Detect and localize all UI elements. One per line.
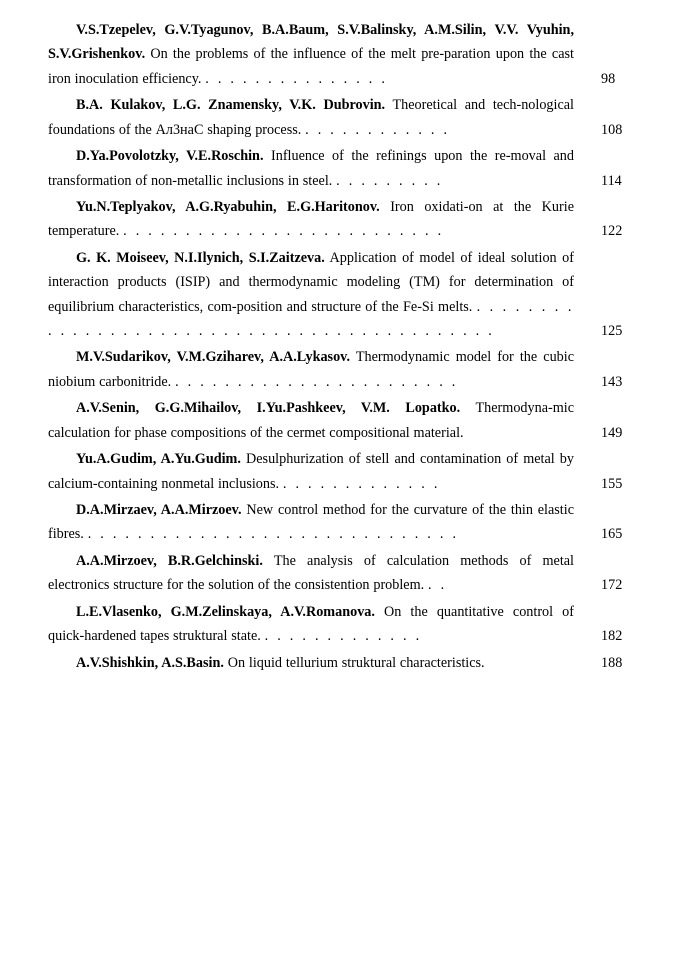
toc-entry[interactable] [0, 651, 679, 675]
toc-entry-text [48, 345, 574, 394]
toc-entry-leader-dots: . . . . . . . . . . . . . [282, 475, 440, 492]
toc-entry-page-number: 188 [601, 654, 623, 671]
toc-entry-page-number: 182 [601, 628, 623, 645]
toc-entry-leader-dots: . . . . . . . . . . . . . [264, 628, 422, 645]
toc-entry[interactable] [0, 195, 679, 244]
toc-entry-text [48, 195, 574, 244]
toc-entry-page-number: 108 [601, 121, 623, 138]
toc-entry[interactable] [0, 396, 679, 445]
toc-entry-leader-dots: . . . . . . . . . [336, 172, 443, 189]
toc-entry-authors: Yu.N.Teplyakov, A.G.Ryabuhin, E.G.Haritonov. [76, 198, 380, 215]
toc-entry-title: New control method for the curvature of the thin elastic fibres. [48, 502, 574, 543]
toc-entry-text [48, 18, 574, 91]
toc-entry[interactable] [0, 447, 679, 496]
toc-entry-title: On liquid tellurium struktural characteristics. [227, 654, 485, 671]
toc-entry-leader-dots: . . . . . . . . . . . . . . . . . . . . . . . [175, 373, 458, 390]
toc-entry-authors: A.A.Mirzoev, B.R.Gelchinski. [76, 552, 263, 569]
toc-entry-authors: V.S.Tzepelev, G.V.Tyagunov, B.A.Baum, S.V.Balinsky, A.M.Silin, V.V. Vyuhin, S.V.Grishenkov. [48, 22, 574, 63]
toc-entry-authors: M.V.Sudarikov, V.M.Gziharev, A.A.Lykasov. [76, 349, 351, 366]
toc-entry-authors: G. K. Moiseev, N.I.Ilynich, S.I.Zaitzeva. [76, 249, 325, 266]
toc-entry-text [48, 246, 574, 344]
toc-entry-title: Application of model of ideal solution of interaction products (ISIP) and thermodynamic modeling (TM) for determination of equilibrium characteristics, com-position and structure of the Fe-Si melts. [48, 249, 574, 315]
toc-entry-authors: Yu.A.Gudim, A.Yu.Gudim. [76, 451, 241, 468]
toc-entry-authors: L.E.Vlasenko, G.M.Zelinskaya, A.V.Romanova. [76, 603, 375, 620]
toc-entry-leader-dots: . . . . . . . . . . . . [305, 121, 450, 138]
toc-entry-authors: D.Ya.Povolotzky, V.E.Roschin. [76, 148, 264, 165]
toc-entry-authors: D.A.Mirzaev, A.A.Mirzoev. [76, 502, 242, 519]
toc-entry-title: Iron oxidati-on at the Kurie temperature. [48, 198, 574, 240]
toc-entry-page-number: 114 [601, 172, 622, 189]
toc-entry-text [48, 549, 574, 598]
toc-entry-authors: B.A. Kulakov, L.G. Znamensky, V.K. Dubrovin. [76, 97, 386, 114]
toc-entry-page-number: 98 [601, 70, 616, 87]
toc-entry[interactable] [0, 600, 679, 649]
toc-entry[interactable] [0, 18, 679, 91]
toc-entry-page-number: 165 [601, 526, 623, 543]
toc-entry-title: Thermodyna-mic calculation for phase compositions of the cermet compositional material. [48, 400, 574, 441]
toc-entry-title: The analysis of calculation methods of metal electronics structure for the solution of the consistention problem. [48, 552, 574, 594]
toc-entry-title: Thermodynamic model for the cubic niobium carbonitride. [48, 349, 574, 390]
toc-entry[interactable] [0, 549, 679, 598]
toc-entry-text [48, 600, 574, 649]
toc-entry[interactable] [0, 345, 679, 394]
toc-entry-text [48, 93, 574, 142]
toc-entry-title: On the problems of the influence of the melt pre-paration upon the cast iron inoculation efficiency. [48, 46, 574, 87]
toc-entry-page-number: 122 [601, 223, 623, 240]
toc-entry-leader-dots: . . . . . . . . . . . . . . . . . . . . . . . . . . [123, 223, 444, 240]
toc-entry-authors: A.V.Senin, G.G.Mihailov, I.Yu.Pashkeev, V.M. Lopatko. [76, 400, 461, 417]
toc-entry-text [48, 396, 574, 445]
toc-entry-page-number: 143 [601, 373, 623, 390]
toc-entry[interactable] [0, 246, 679, 344]
toc-entry-title: Influence of the refinings upon the re-moval and transformation of non-metallic inclusions in steel. [48, 148, 574, 189]
toc-entry-leader-dots: . . [428, 577, 447, 594]
toc-entry[interactable] [0, 498, 679, 547]
toc-entry-page-number: 172 [601, 577, 623, 594]
toc-entry-text [48, 144, 574, 193]
toc-entry-text [48, 498, 574, 547]
toc-entry-leader-dots: . . . . . . . . . . . . . . . . . . . . . . . . . . . . . . [87, 526, 459, 543]
toc-entry[interactable] [0, 93, 679, 142]
toc-entry-title: Desulphurization of stell and contamination of metal by calcium-containing nonmetal inclusions. [48, 451, 574, 492]
toc-entry-page-number: 149 [601, 424, 623, 441]
toc-entry-leader-dots: . . . . . . . . . . . . . . . . . . . . . . . . . . . . . . . . . . . . . . . . . . . . [48, 298, 574, 340]
toc-entry-authors: A.V.Shishkin, A.S.Basin. [76, 654, 224, 671]
toc-entry-title: On the quantitative control of quick-hardened tapes struktural state. [48, 603, 574, 645]
toc-entry-leader-dots: . . . . . . . . . . . . . . . [205, 70, 388, 87]
toc-entry-text [48, 651, 574, 675]
toc-entry-title: Theoretical and tech-nological foundations of the Ал3наС shaping process. [48, 97, 575, 138]
toc-entry[interactable] [0, 144, 679, 193]
toc-entry-page-number: 125 [601, 323, 623, 340]
toc-entry-text [48, 447, 574, 496]
toc-entry-page-number: 155 [601, 475, 623, 492]
